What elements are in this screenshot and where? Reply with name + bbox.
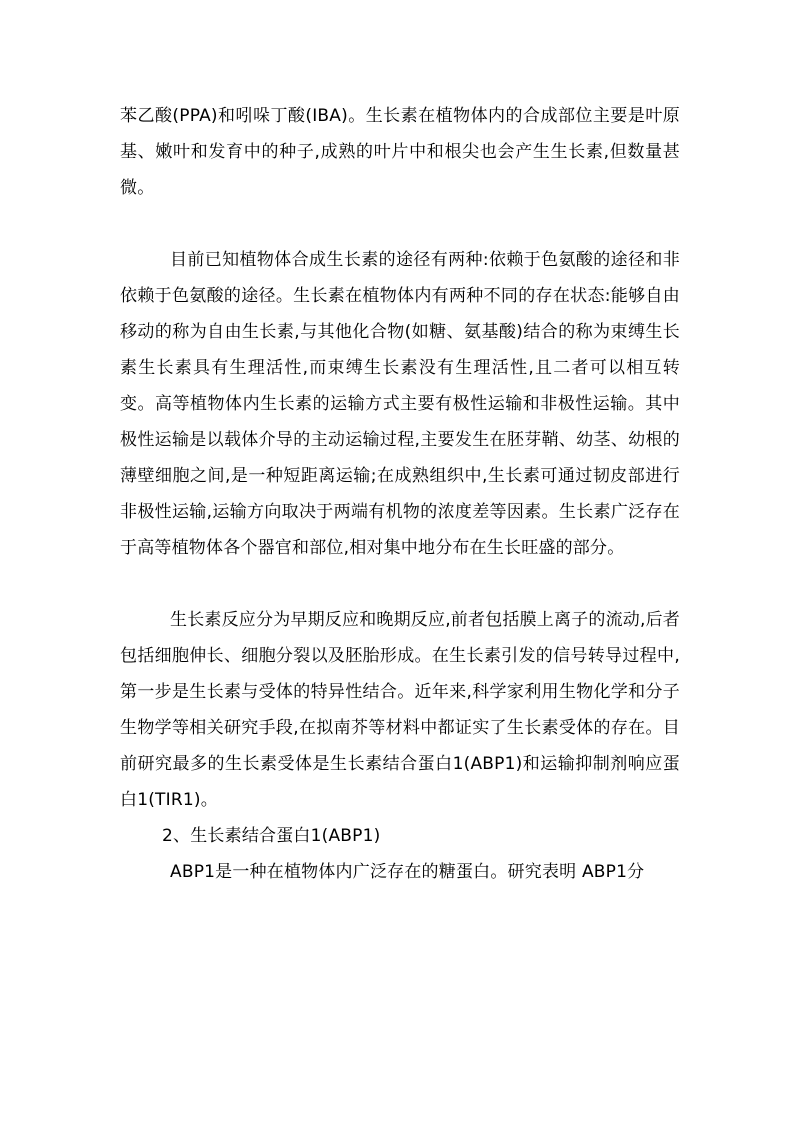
section-heading: 2、生长素结合蛋白1(ABP1) (162, 826, 381, 846)
paragraph-4: ABP1是一种在植物体内广泛存在的糖蛋白。研究表明 ABP1分 (170, 862, 645, 882)
paragraph-2: 目前已知植物体合成生长素的途径有两种:依赖于色氨酸的途径和非依赖于色氨酸的途径。生长素在植物体内有两种不同的存在状态:能够自由移动的称为自由生长素,与其他化合物(如糖、氨基酸)结合的称为束缚生长素生长素具有生理活性,而束缚生长素没有生理活性,且二者可以相互转变。高等植物体内生长素的运输方式主要有极性运输和非极性运输。其中极性运输是以载体介导的主动运输过程,主要发生在胚芽鞘、幼茎、幼根的薄壁细胞之间,是一种短距离运输;在成熟组织中,生长素可通过韧皮部进行非极性运输,运输方向取决于两端有机物的浓度差等因素。生长素广泛存在于高等植物体各个器官和部位,相对集中地分布在生长旺盛的部分。 (120, 250, 680, 558)
document-body (120, 98, 680, 890)
paragraph-spacer (120, 566, 680, 602)
paragraph-spacer (120, 206, 680, 242)
paragraph-1: 苯乙酸(PPA)和吲哚丁酸(IBA)。生长素在植物体内的合成部位主要是叶原基、嫩叶和发育中的种子,成熟的叶片中和根尖也会产生生长素,但数量甚微。 (120, 106, 680, 198)
paragraph-3: 生长素反应分为早期反应和晚期反应,前者包括膜上离子的流动,后者包括细胞伸长、细胞分裂以及胚胎形成。在生长素引发的信号转导过程中,第一步是生长素与受体的特异性结合。近年来,科学家利用生物化学和分子生物学等相关研究手段,在拟南芥等材料中都证实了生长素受体的存在。目前研究最多的生长素受体是生长素结合蛋白1(ABP1)和运输抑制剂响应蛋白1(TIR1)。 (120, 610, 681, 810)
